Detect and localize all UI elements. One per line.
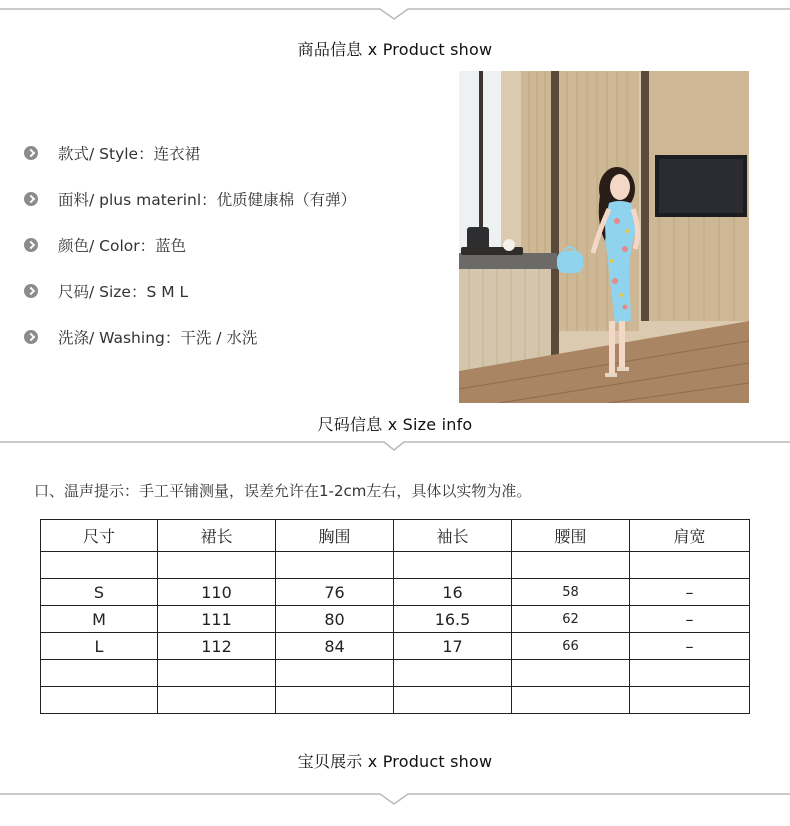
chevron-right-icon <box>24 330 38 344</box>
table-cell: – <box>630 633 750 660</box>
table-cell <box>41 660 158 687</box>
table-cell: 112 <box>158 633 276 660</box>
spec-label: 洗涤/ Washing：干洗 / 水洗 <box>58 329 258 347</box>
header-sleeve-length: 袖长 <box>394 520 512 552</box>
table-cell <box>276 687 394 714</box>
spec-item-washing <box>24 314 444 360</box>
spec-item-size <box>24 268 444 314</box>
table-cell: 17 <box>394 633 512 660</box>
spec-label: 尺码/ Size：S M L <box>58 283 189 301</box>
table-row <box>41 579 750 606</box>
spec-label: 面料/ plus materinl：优质健康棉（有弹） <box>58 191 357 209</box>
header-size: 尺寸 <box>41 520 158 552</box>
table-cell: M <box>41 606 158 633</box>
table-cell <box>630 552 750 579</box>
table-cell <box>512 660 630 687</box>
table-cell <box>630 660 750 687</box>
chevron-right-icon <box>24 146 38 160</box>
measurement-note: 口、温声提示：手工平铺测量，误差允许在1-2cm左右，具体以实物为准。 <box>34 482 532 500</box>
table-cell: 16.5 <box>394 606 512 633</box>
table-cell <box>158 552 276 579</box>
chevron-right-icon <box>24 238 38 252</box>
section-title-size-info: 尺码信息 x Size info <box>317 415 473 434</box>
header-shoulder: 肩宽 <box>630 520 750 552</box>
table-cell: – <box>630 606 750 633</box>
table-cell: 111 <box>158 606 276 633</box>
spec-label: 款式/ Style：连衣裙 <box>58 145 201 163</box>
spec-item-style <box>24 130 444 176</box>
table-cell: 16 <box>394 579 512 606</box>
table-cell: 110 <box>158 579 276 606</box>
table-cell: 80 <box>276 606 394 633</box>
table-cell <box>158 687 276 714</box>
table-row <box>41 660 750 687</box>
header-skirt-length: 裙长 <box>158 520 276 552</box>
section-title-product-show-bottom: 宝贝展示 x Product show <box>297 752 493 771</box>
size-info-divider <box>0 436 790 452</box>
header-bust: 胸围 <box>276 520 394 552</box>
size-table <box>40 519 750 714</box>
table-cell: L <box>41 633 158 660</box>
header-waist: 腰围 <box>512 520 630 552</box>
table-row <box>41 552 750 579</box>
table-cell <box>394 552 512 579</box>
table-cell: S <box>41 579 158 606</box>
chevron-right-icon <box>24 192 38 206</box>
table-cell <box>394 687 512 714</box>
table-cell <box>512 687 630 714</box>
table-cell <box>276 660 394 687</box>
spec-list <box>24 130 444 360</box>
top-divider <box>0 5 790 21</box>
table-row <box>41 687 750 714</box>
table-cell: 84 <box>276 633 394 660</box>
table-cell <box>512 552 630 579</box>
table-cell <box>41 687 158 714</box>
table-cell: 66 <box>512 633 630 660</box>
table-cell: – <box>630 579 750 606</box>
product-photo <box>459 71 749 403</box>
bottom-divider <box>0 790 790 806</box>
chevron-right-icon <box>24 284 38 298</box>
table-row <box>41 633 750 660</box>
table-cell <box>276 552 394 579</box>
table-cell <box>630 687 750 714</box>
table-header-row <box>41 520 750 552</box>
table-cell: 62 <box>512 606 630 633</box>
table-cell: 76 <box>276 579 394 606</box>
table-cell <box>41 552 158 579</box>
spec-label: 颜色/ Color：蓝色 <box>58 237 187 255</box>
spec-item-color <box>24 222 444 268</box>
table-cell: 58 <box>512 579 630 606</box>
spec-item-material <box>24 176 444 222</box>
table-cell <box>158 660 276 687</box>
section-title-product-show: 商品信息 x Product show <box>297 40 493 59</box>
table-cell <box>394 660 512 687</box>
table-row <box>41 606 750 633</box>
